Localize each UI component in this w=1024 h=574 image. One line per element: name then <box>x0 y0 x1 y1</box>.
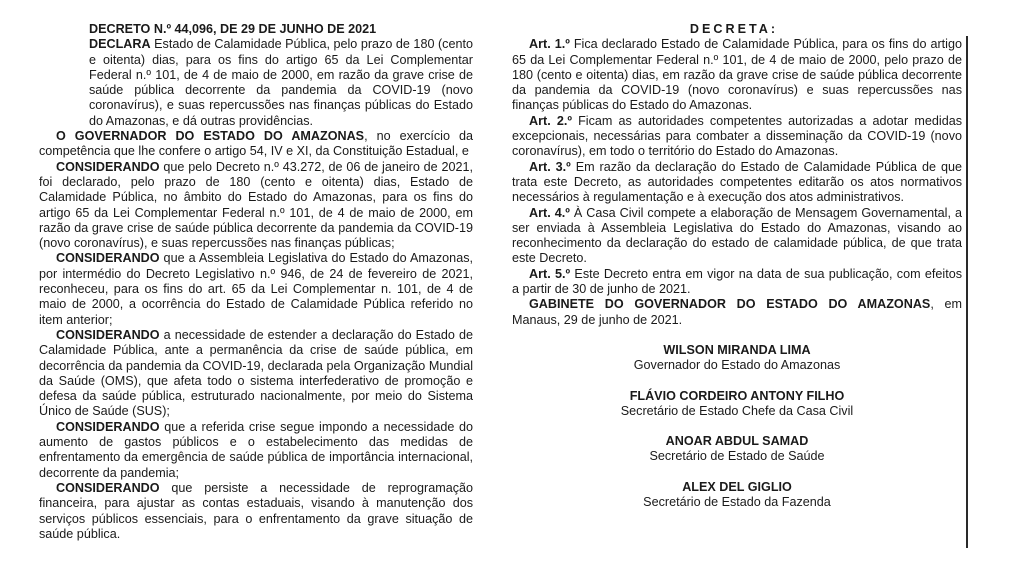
signatory-role: Secretário de Estado de Saúde <box>649 449 825 464</box>
paragraph-lead: CONSIDERANDO <box>56 159 160 174</box>
article-lead: Art. 5.º <box>529 266 571 281</box>
decree-ementa <box>89 37 473 129</box>
article-2 <box>512 114 962 160</box>
left-column <box>39 22 473 542</box>
paragraph-text: , no exercício da competência que lhe confere o artigo 54, IV e XI, da Constituição Estadual, e <box>39 129 473 159</box>
closing-text: , em Manaus, 29 de junho de 2021. <box>512 297 963 327</box>
signature-fazenda <box>512 480 962 511</box>
article-text: À Casa Civil compete a elaboração de Mensagem Governamental, a ser enviada à Assembleia Legislativa do Estado do Amazonas, visando ao reconhecimento da declaração do estado de calamidade pública, de que trata este Decreto. <box>512 205 962 266</box>
article-5 <box>512 267 962 298</box>
paragraph-lead: CONSIDERANDO <box>56 480 160 495</box>
article-text: Fica declarado Estado de Calamidade Pública, para os fins do artigo 65 da Lei Complementar Federal n.º 101, de 4 de maio de 2000, pelo prazo de 180 (cento e oitenta) dias, em razão da grave crise de saúde pública decorrente da pandemia da COVID-19 (novo coronavírus) e suas repercussões nas finanças públicas do Estado do Amazonas. <box>512 37 962 113</box>
signatory-name: WILSON MIRANDA LIMA <box>663 342 811 357</box>
signatory-name: ALEX DEL GIGLIO <box>682 479 792 494</box>
article-lead: Art. 1.º <box>529 37 570 52</box>
article-text: Ficam as autoridades competentes autorizadas a adotar medidas excepcionais, necessárias para combater a disseminação da COVID-19 (novo coronavírus), em todo o território do Estado do Amazonas. <box>512 113 962 159</box>
paragraph-considerando <box>39 251 473 327</box>
paragraph-text: que a Assembleia Legislativa do Estado do Amazonas, por intermédio do Decreto Legislativo n.º 946, de 24 de fevereiro de 2021, reconheceu, para os fins do art. 65 da Lei Complementar n. 101, de 4 de maio de 2000, a ocorrência do Estado de Calamidade Pública referido no item anterior; <box>39 251 473 327</box>
article-4 <box>512 206 962 267</box>
paragraph-text: a necessidade de estender a declaração do Estado de Calamidade Pública, ante a permanência da crise de saúde pública, em decorrência da pandemia da COVID-19, declarada pela Organização Mundial da Saúde (OMS), que afeta todo o sistema interfederativo de promoção e defesa da saúde pública, estruturado nacionalmente, por meio do Sistema Único de Saúde (SUS); <box>39 327 473 419</box>
paragraph-text: que pelo Decreto n.º 43.272, de 06 de janeiro de 2021, foi declarado, pelo prazo de 180 (cento e oitenta) dias, Estado de Calamidade Pública, no âmbito do Estado do Amazonas, para os fins do artigo 65 da Lei Complementar Federal n.º 101, de 4 de maio de 2000, em razão da grave crise de saúde pública decorrente da pandemia da COVID-19 (novo coronavírus), e suas repercussões nas finanças públicas; <box>39 159 473 251</box>
paragraph-lead: CONSIDERANDO <box>56 251 160 266</box>
decreta-heading: DECRETA: <box>689 22 779 36</box>
article-3 <box>512 160 962 206</box>
signature-casa-civil <box>512 389 962 420</box>
closing-paragraph <box>512 297 962 328</box>
article-lead: Art. 4.º <box>529 205 570 220</box>
signatory-role: Governador do Estado do Amazonas <box>633 358 841 373</box>
signatory-role: Secretário de Estado Chefe da Casa Civil <box>620 403 854 418</box>
ementa-text: Estado de Calamidade Pública, pelo prazo de 180 (cento e oitenta) dias, para os fins do artigo 65 da Lei Complementar Federal n.º 101, de 4 de maio de 2000, em razão da grave crise de saúde pública decorrente da pandemia da COVID-19 (novo coronavírus), e suas repercussões nas finanças públicas do Estado do Amazonas, e dá outras providências. <box>89 37 473 128</box>
signatory-name: ANOAR ABDUL SAMAD <box>665 434 809 449</box>
signature-governor <box>512 343 962 374</box>
paragraph-considerando <box>39 160 473 252</box>
paragraph-lead: O GOVERNADOR DO ESTADO DO AMAZONAS <box>56 129 365 144</box>
signatory-role: Secretário de Estado da Fazenda <box>643 495 831 510</box>
paragraph-considerando <box>39 328 473 420</box>
column-divider <box>966 36 968 548</box>
signatory-name: FLÁVIO CORDEIRO ANTONY FILHO <box>629 388 845 403</box>
article-lead: Art. 2.º <box>529 113 572 128</box>
decree-title: DECRETO N.º 44,096, DE 29 DE JUNHO DE 2021 <box>89 22 377 36</box>
paragraph-considerando <box>39 420 473 481</box>
closing-lead: GABINETE DO GOVERNADOR DO ESTADO DO AMAZONAS <box>529 297 931 312</box>
article-text: Este Decreto entra em vigor na data de sua publicação, com efeitos a partir de 30 de junho de 2021. <box>512 266 962 297</box>
paragraph-text: que persiste a necessidade de reprogramação financeira, para ajustar as contas estaduais, visando à manutenção dos serviços públicos essenciais, para o enfrentamento da grave situação de saúde pública. <box>39 480 473 541</box>
right-column <box>512 22 962 510</box>
paragraph-text: que a referida crise segue impondo a necessidade do aumento de gastos públicos e o estabelecimento das medidas de enfrentamento da emergência de saúde pública de importância internacional, decorrente da pandemia; <box>39 419 473 480</box>
paragraph-lead: CONSIDERANDO <box>56 327 160 342</box>
article-text: Em razão da declaração do Estado de Calamidade Pública de que trata este Decreto, as autoridades competentes editarão os atos normativos necessários à regulamentação e à execução dos atos administrativos. <box>512 159 962 205</box>
article-1 <box>512 37 962 113</box>
signature-saude <box>512 434 962 465</box>
paragraph-considerando <box>39 481 473 542</box>
paragraph-governor <box>39 129 473 160</box>
ementa-lead: DECLARA <box>89 37 151 52</box>
article-lead: Art. 3.º <box>529 159 571 174</box>
paragraph-lead: CONSIDERANDO <box>56 419 160 434</box>
